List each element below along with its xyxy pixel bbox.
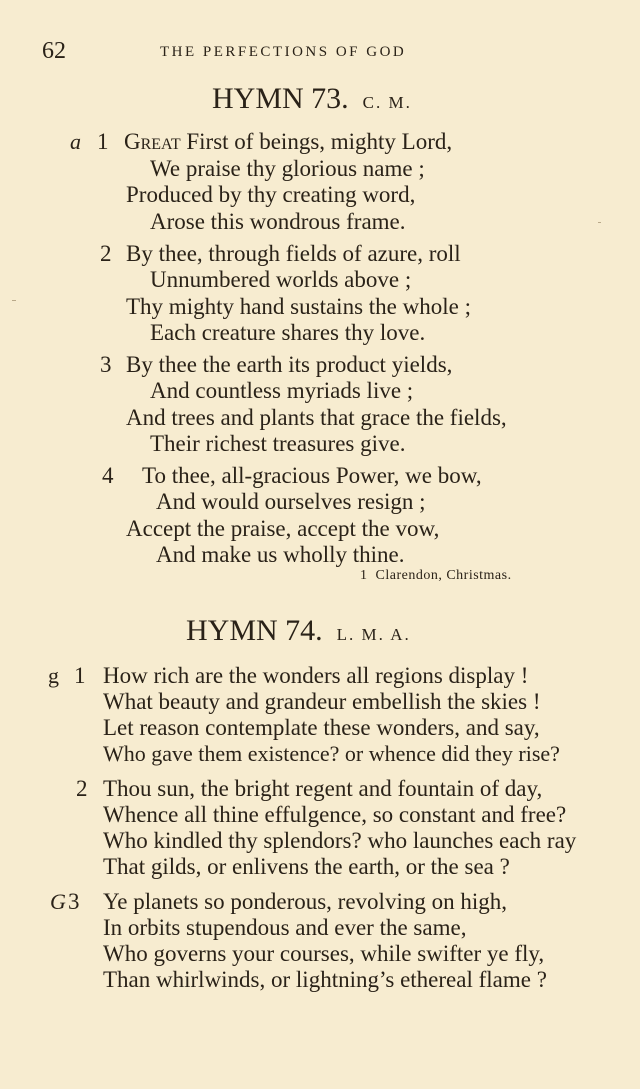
tune-number: 1 xyxy=(360,568,368,583)
verse-line: We praise thy glorious name ; xyxy=(150,156,425,181)
tune-reference xyxy=(360,568,512,584)
hymn-74-number: HYMN 74. xyxy=(186,614,323,647)
verse-line: Whence all thine effulgence, so constant and free? xyxy=(103,802,567,827)
verse-line: Their richest treasures give. xyxy=(150,431,406,456)
verse-line: Each creature shares thy love. xyxy=(150,320,426,345)
hymn-74-meter: L. M. A. xyxy=(336,625,411,644)
verse-line: By thee the earth its product yields, xyxy=(126,352,453,377)
verse-line: What beauty and grandeur embellish the skies ! xyxy=(103,689,541,714)
verse-line: Produced by thy creating word, xyxy=(126,182,416,207)
dynamic-mark: g xyxy=(48,663,59,688)
paper-speck xyxy=(598,222,601,223)
verse-line: Thou sun, the bright regent and fountain of day, xyxy=(103,776,543,801)
verse-line: That gilds, or enlivens the earth, or the sea ? xyxy=(103,854,510,879)
verse-line: And make us wholly thine. xyxy=(156,542,405,567)
page-number: 62 xyxy=(42,38,66,64)
verse-line: And would ourselves resign ; xyxy=(156,489,426,514)
verse-line: Ye planets so ponderous, revolving on high, xyxy=(103,889,507,914)
verse-number: 1 xyxy=(97,129,109,154)
verse-line: To thee, all-gracious Power, we bow, xyxy=(142,463,482,488)
verse-line: And trees and plants that grace the fields, xyxy=(126,405,507,430)
verse-line: Who governs your courses, while swifter ye fly, xyxy=(103,941,545,966)
verse-line: Let reason contemplate these wonders, and say, xyxy=(103,715,540,740)
verse-line: Thy mighty hand sustains the whole ; xyxy=(126,294,471,319)
hymn-73-meter: C. M. xyxy=(362,93,412,112)
verse-line: Arose this wondrous frame. xyxy=(150,209,406,234)
hymn-73-number: HYMN 73. xyxy=(212,82,349,115)
dynamic-mark: a xyxy=(70,129,81,154)
hymn-73-title xyxy=(212,82,412,116)
verse-line: Accept the praise, accept the vow, xyxy=(126,516,440,541)
verse-number: 4 xyxy=(102,463,114,488)
verse-number: 3 xyxy=(68,889,80,914)
verse-line: In orbits stupendous and ever the same, xyxy=(103,915,467,940)
dynamic-mark: G xyxy=(50,889,66,914)
verse-line: By thee, through fields of azure, roll xyxy=(126,241,461,266)
tune-names: Clarendon, Christmas. xyxy=(375,568,512,583)
verse-number: 1 xyxy=(74,663,86,688)
verse-line: How rich are the wonders all regions display ! xyxy=(103,663,529,688)
paper-speck xyxy=(12,300,16,301)
verse-line: Unnumbered worlds above ; xyxy=(150,267,412,292)
page-header xyxy=(0,38,640,68)
verse-number: 2 xyxy=(100,241,112,266)
verse-number: 3 xyxy=(100,352,112,377)
verse-line: Who kindled thy splendors? who launches each ray xyxy=(103,828,577,853)
hymn-74-title xyxy=(186,614,411,648)
verse-line: Who gave them existence? or whence did they rise? xyxy=(103,741,560,766)
running-head: THE PERFECTIONS OF GOD xyxy=(160,44,407,60)
verse-initial-word: Great xyxy=(124,129,181,154)
verse-line: Than whirlwinds, or lightning’s ethereal flame ? xyxy=(103,967,547,992)
verse-line: And countless myriads live ; xyxy=(150,378,414,403)
verse-number: 2 xyxy=(76,776,88,801)
verse-line-rest: First of beings, mighty Lord, xyxy=(180,129,453,154)
verse-line xyxy=(124,128,452,156)
